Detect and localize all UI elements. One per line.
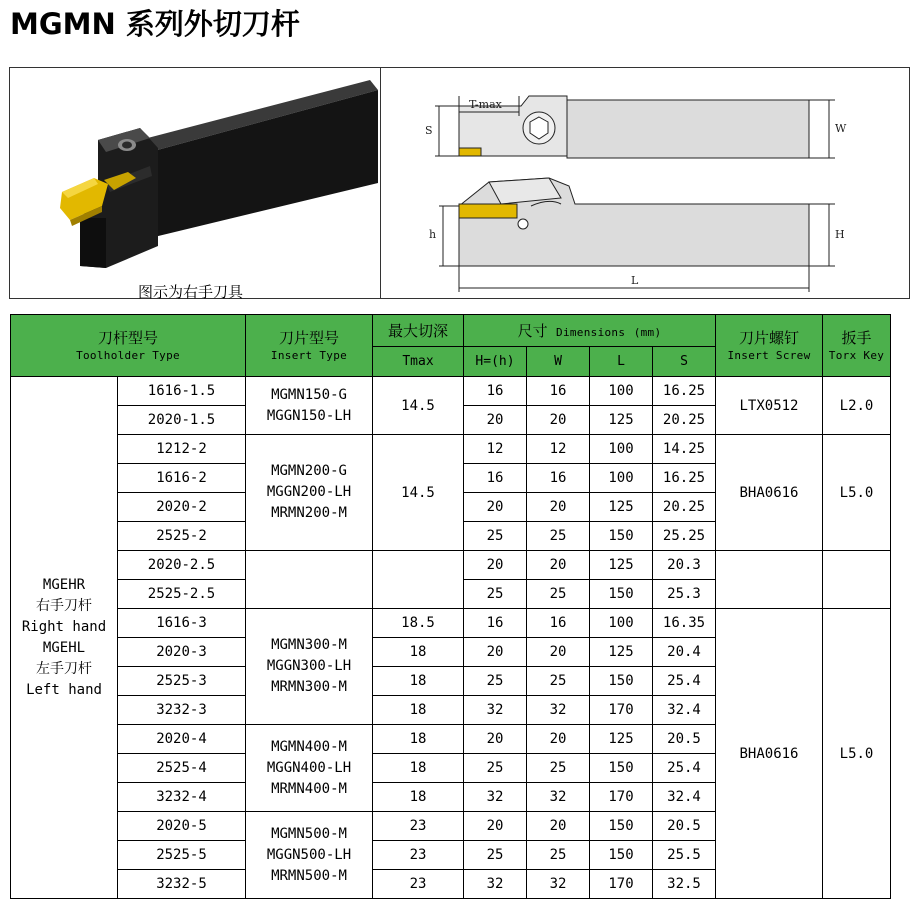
w-cell: 20 bbox=[527, 406, 590, 435]
model-cell: 2525-2 bbox=[118, 522, 246, 551]
w-cell: 25 bbox=[527, 754, 590, 783]
h-cell: 20 bbox=[464, 638, 527, 667]
tmax-cell: 14.5 bbox=[373, 435, 464, 551]
header-w: W bbox=[527, 347, 590, 377]
s-cell: 16.25 bbox=[653, 464, 716, 493]
l-cell: 125 bbox=[590, 638, 653, 667]
l-cell: 125 bbox=[590, 406, 653, 435]
h-cell: 32 bbox=[464, 783, 527, 812]
l-cell: 125 bbox=[590, 725, 653, 754]
w-cell: 20 bbox=[527, 812, 590, 841]
figure-divider bbox=[380, 68, 381, 298]
model-cell: 2525-2.5 bbox=[118, 580, 246, 609]
h-cell: 20 bbox=[464, 406, 527, 435]
s-cell: 20.25 bbox=[653, 493, 716, 522]
screw-cell: LTX0512 bbox=[716, 377, 823, 435]
insert-type: MGGN150-LH bbox=[266, 407, 352, 424]
dim-h-small-label: h bbox=[429, 228, 437, 241]
insert-type: MGMN200-G bbox=[271, 463, 347, 479]
s-cell: 20.25 bbox=[653, 406, 716, 435]
w-cell: 25 bbox=[527, 580, 590, 609]
dimension-drawing bbox=[381, 68, 911, 298]
model-cell: 2020-4 bbox=[118, 725, 246, 754]
l-cell: 150 bbox=[590, 667, 653, 696]
tmax-cell: 23 bbox=[373, 841, 464, 870]
h-cell: 25 bbox=[464, 522, 527, 551]
key-cell: L5.0 bbox=[823, 609, 891, 899]
w-cell: 16 bbox=[527, 609, 590, 638]
figure-panel bbox=[9, 67, 910, 299]
header-tmax: Tmax bbox=[373, 347, 464, 377]
model-cell: 2525-3 bbox=[118, 667, 246, 696]
s-cell: 16.25 bbox=[653, 377, 716, 406]
table-row bbox=[11, 377, 891, 406]
l-cell: 150 bbox=[590, 812, 653, 841]
insert-type: MGGN300-LH bbox=[266, 658, 352, 674]
model-cell: 1616-3 bbox=[118, 609, 246, 638]
w-cell: 20 bbox=[527, 493, 590, 522]
table-row bbox=[11, 551, 891, 580]
dim-w-label: W bbox=[835, 122, 847, 135]
tmax-cell: 18 bbox=[373, 696, 464, 725]
h-cell: 16 bbox=[464, 609, 527, 638]
table-row bbox=[11, 435, 891, 464]
series-cell: MGEHR 右手刀杆 Right hand MGEHL 左手刀杆 Left hand bbox=[11, 377, 118, 899]
insert-cell bbox=[246, 435, 373, 551]
tmax-cell: 18.5 bbox=[373, 609, 464, 638]
header-dimensions: 尺寸 Dimensions (mm) bbox=[464, 315, 716, 347]
s-cell: 16.35 bbox=[653, 609, 716, 638]
h-cell: 16 bbox=[464, 464, 527, 493]
spec-table bbox=[10, 314, 891, 899]
l-cell: 100 bbox=[590, 435, 653, 464]
header-toolholder: 刀杆型号 Toolholder Type bbox=[11, 315, 246, 377]
header-h: H=(h) bbox=[464, 347, 527, 377]
w-cell: 20 bbox=[527, 551, 590, 580]
s-cell: 20.5 bbox=[653, 725, 716, 754]
h-cell: 20 bbox=[464, 493, 527, 522]
tmax-cell: 23 bbox=[373, 812, 464, 841]
screw-cell: BHA0616 bbox=[716, 609, 823, 899]
header-s: S bbox=[653, 347, 716, 377]
l-cell: 170 bbox=[590, 696, 653, 725]
header-maxdepth: 最大切深 bbox=[373, 315, 464, 347]
w-cell: 32 bbox=[527, 696, 590, 725]
s-cell: 25.25 bbox=[653, 522, 716, 551]
model-cell: 3232-5 bbox=[118, 870, 246, 899]
l-cell: 170 bbox=[590, 783, 653, 812]
model-cell: 2525-5 bbox=[118, 841, 246, 870]
l-cell: 100 bbox=[590, 609, 653, 638]
tmax-cell: 18 bbox=[373, 638, 464, 667]
insert-cell bbox=[246, 812, 373, 899]
model-cell: 2020-2.5 bbox=[118, 551, 246, 580]
s-cell: 25.3 bbox=[653, 580, 716, 609]
model-cell: 2020-5 bbox=[118, 812, 246, 841]
screw-cell bbox=[716, 551, 823, 609]
l-cell: 170 bbox=[590, 870, 653, 899]
insert-type: MGGN500-LH bbox=[266, 846, 352, 863]
w-cell: 12 bbox=[527, 435, 590, 464]
model-cell: 1616-2 bbox=[118, 464, 246, 493]
insert-type: MRMN200-M bbox=[271, 505, 347, 521]
s-cell: 14.25 bbox=[653, 435, 716, 464]
header-key: 扳手 Torx Key bbox=[823, 315, 891, 377]
w-cell: 25 bbox=[527, 522, 590, 551]
model-cell: 2020-2 bbox=[118, 493, 246, 522]
h-cell: 25 bbox=[464, 580, 527, 609]
tmax-cell: 18 bbox=[373, 667, 464, 696]
header-l: L bbox=[590, 347, 653, 377]
figure-caption: 图示为右手刀具 bbox=[138, 283, 244, 301]
s-cell: 20.3 bbox=[653, 551, 716, 580]
w-cell: 25 bbox=[527, 667, 590, 696]
insert-type: MGMN300-M bbox=[271, 637, 347, 653]
tmax-cell: 23 bbox=[373, 870, 464, 899]
l-cell: 100 bbox=[590, 377, 653, 406]
l-cell: 150 bbox=[590, 580, 653, 609]
w-cell: 25 bbox=[527, 841, 590, 870]
model-cell: 3232-3 bbox=[118, 696, 246, 725]
h-cell: 25 bbox=[464, 841, 527, 870]
dim-tmax-label: T-max bbox=[469, 98, 502, 111]
insert-type: MGGN400-LH bbox=[266, 759, 352, 776]
toolholder-render-image bbox=[10, 68, 380, 280]
tmax-cell: 18 bbox=[373, 783, 464, 812]
insert-type: MGMN500-M bbox=[271, 825, 347, 842]
table-row bbox=[11, 609, 891, 638]
l-cell: 125 bbox=[590, 493, 653, 522]
insert-type: MGMN150-G bbox=[271, 386, 347, 403]
model-cell: 3232-4 bbox=[118, 783, 246, 812]
tmax-cell: 18 bbox=[373, 725, 464, 754]
key-cell bbox=[823, 551, 891, 609]
insert-cell bbox=[246, 609, 373, 725]
h-cell: 20 bbox=[464, 551, 527, 580]
l-cell: 100 bbox=[590, 464, 653, 493]
screw-cell: BHA0616 bbox=[716, 435, 823, 551]
insert-type: MRMN400-M bbox=[271, 780, 347, 797]
header-insert: 刀片型号 Insert Type bbox=[246, 315, 373, 377]
dim-l-label: L bbox=[631, 274, 639, 287]
h-cell: 25 bbox=[464, 754, 527, 783]
l-cell: 150 bbox=[590, 754, 653, 783]
l-cell: 150 bbox=[590, 841, 653, 870]
h-cell: 12 bbox=[464, 435, 527, 464]
model-cell: 2525-4 bbox=[118, 754, 246, 783]
insert-type: MRMN300-M bbox=[271, 679, 347, 695]
dim-h-big-label: H bbox=[835, 228, 845, 241]
header-screw: 刀片螺钉 Insert Screw bbox=[716, 315, 823, 377]
tmax-cell bbox=[373, 551, 464, 609]
w-cell: 16 bbox=[527, 377, 590, 406]
l-cell: 125 bbox=[590, 551, 653, 580]
s-cell: 20.5 bbox=[653, 812, 716, 841]
h-cell: 32 bbox=[464, 696, 527, 725]
tmax-cell: 14.5 bbox=[373, 377, 464, 435]
w-cell: 32 bbox=[527, 870, 590, 899]
page-title: MGMN 系列外切刀杆 bbox=[10, 7, 300, 41]
insert-cell bbox=[246, 377, 373, 435]
insert-cell bbox=[246, 725, 373, 812]
h-cell: 20 bbox=[464, 725, 527, 754]
h-cell: 32 bbox=[464, 870, 527, 899]
w-cell: 20 bbox=[527, 638, 590, 667]
model-cell: 1212-2 bbox=[118, 435, 246, 464]
key-cell: L2.0 bbox=[823, 377, 891, 435]
s-cell: 25.4 bbox=[653, 754, 716, 783]
w-cell: 16 bbox=[527, 464, 590, 493]
key-cell: L5.0 bbox=[823, 435, 891, 551]
s-cell: 25.4 bbox=[653, 667, 716, 696]
s-cell: 25.5 bbox=[653, 841, 716, 870]
insert-cell bbox=[246, 551, 373, 609]
h-cell: 20 bbox=[464, 812, 527, 841]
l-cell: 150 bbox=[590, 522, 653, 551]
s-cell: 32.4 bbox=[653, 696, 716, 725]
model-cell: 2020-3 bbox=[118, 638, 246, 667]
insert-type: MGGN200-LH bbox=[266, 484, 352, 500]
model-cell: 1616-1.5 bbox=[118, 377, 246, 406]
insert-type: MGMN400-M bbox=[271, 738, 347, 755]
h-cell: 25 bbox=[464, 667, 527, 696]
s-cell: 32.5 bbox=[653, 870, 716, 899]
w-cell: 32 bbox=[527, 783, 590, 812]
insert-type: MRMN500-M bbox=[271, 867, 347, 884]
model-cell: 2020-1.5 bbox=[118, 406, 246, 435]
tmax-cell: 18 bbox=[373, 754, 464, 783]
w-cell: 20 bbox=[527, 725, 590, 754]
s-cell: 32.4 bbox=[653, 783, 716, 812]
h-cell: 16 bbox=[464, 377, 527, 406]
dim-s-label: S bbox=[425, 124, 433, 137]
s-cell: 20.4 bbox=[653, 638, 716, 667]
